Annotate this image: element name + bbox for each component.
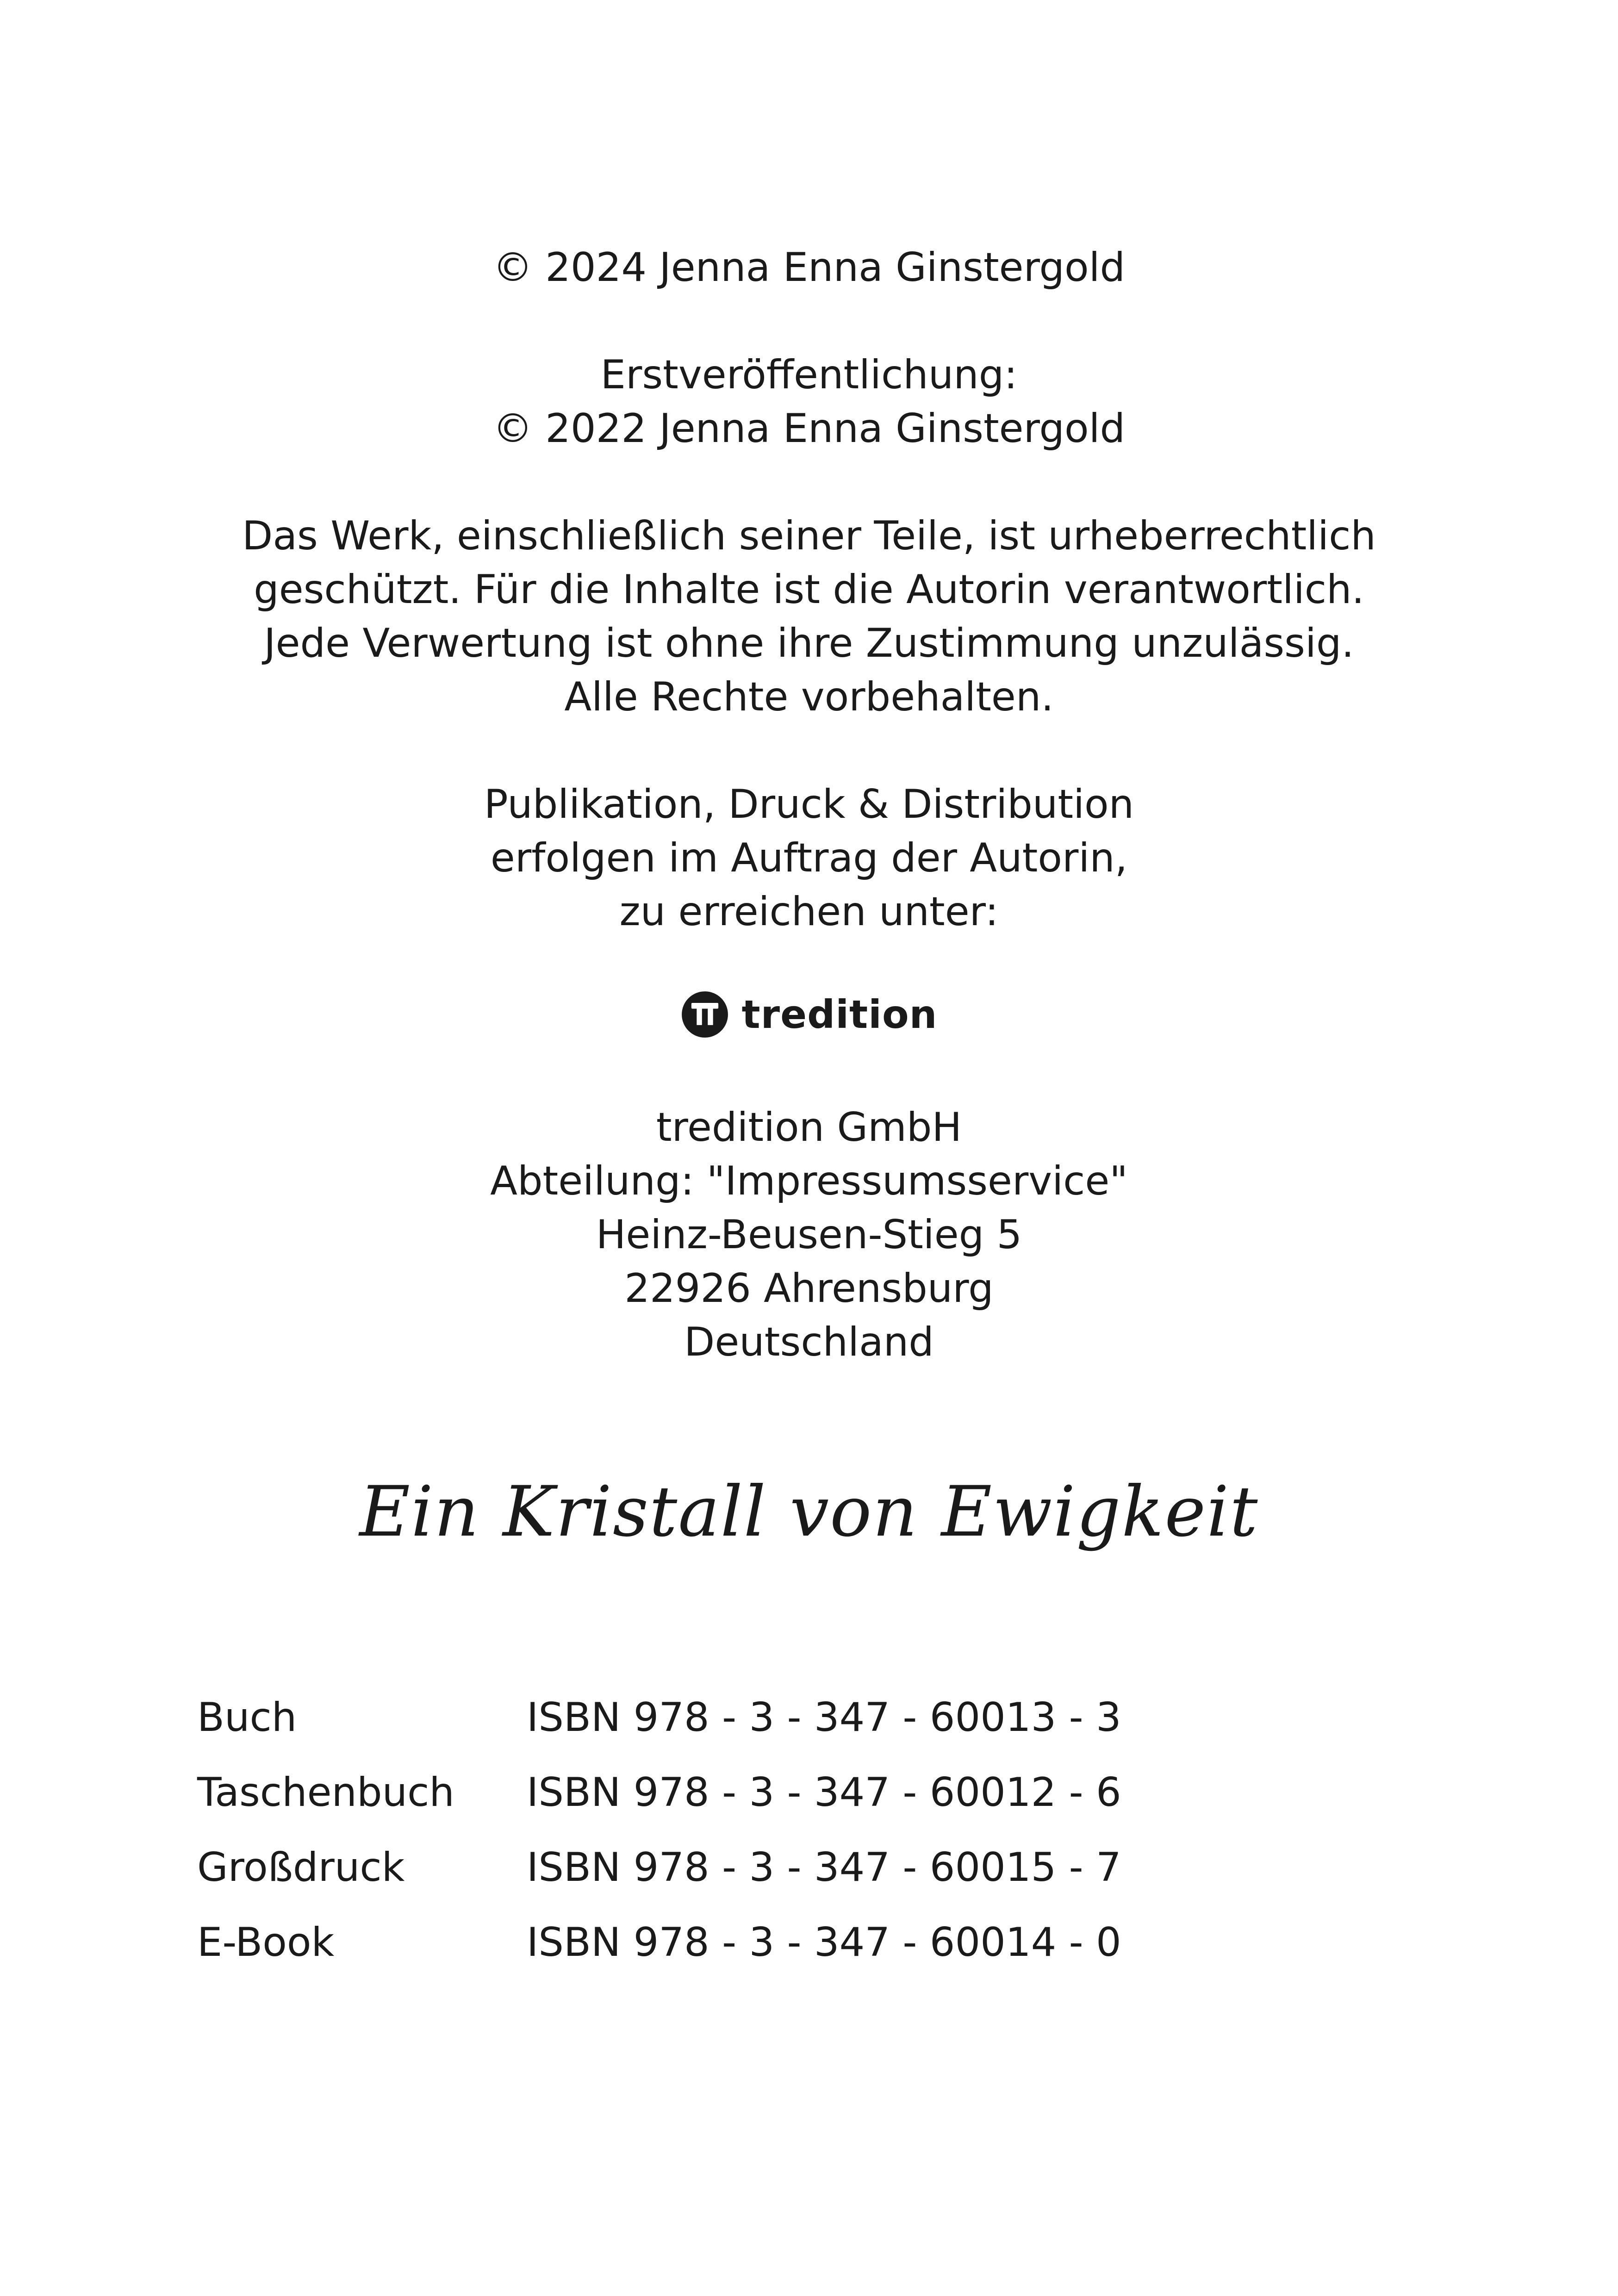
isbn-format: Taschenbuch: [197, 1769, 454, 1816]
isbn-row: [197, 1680, 1121, 1755]
tredition-wordmark: tredition: [741, 992, 938, 1037]
address-street: Heinz-Beusen-Stieg 5: [596, 1212, 1022, 1258]
isbn-row: [197, 1830, 1121, 1905]
address-department: Abteilung: "Impressumsservice": [490, 1158, 1128, 1204]
isbn-number: ISBN 978 - 3 - 347 - 60015 - 7: [527, 1844, 1121, 1891]
address-company: tredition GmbH: [656, 1104, 962, 1151]
distribution-note: [0, 778, 1618, 939]
book-title: Ein Kristall von Ewigkeit: [359, 1472, 1259, 1552]
first-publication-copyright: © 2022 Jenna Enna Ginstergold: [492, 405, 1126, 452]
first-publication-label: Erstveröffentlichung:: [600, 352, 1018, 398]
distribution-note-line: zu erreichen unter:: [619, 889, 999, 935]
isbn-number: ISBN 978 - 3 - 347 - 60013 - 3: [527, 1694, 1121, 1741]
isbn-number: ISBN 978 - 3 - 347 - 60014 - 0: [527, 1919, 1121, 1966]
isbn-row: [197, 1755, 1121, 1830]
publisher-address: [0, 1101, 1618, 1369]
rights-notice-line: Jede Verwertung ist ohne ihre Zustimmung unzulässig.: [264, 620, 1354, 666]
rights-notice-line: Das Werk, einschließlich seiner Teile, ist urheberrechtlich: [242, 513, 1376, 559]
distribution-note-line: Publikation, Druck & Distribution: [484, 781, 1134, 828]
rights-notice-line: Alle Rechte vorbehalten.: [564, 674, 1054, 720]
first-publication: [0, 348, 1618, 455]
copyright-current: [0, 241, 1618, 294]
isbn-format: Buch: [197, 1694, 297, 1741]
distribution-note-line: erfolgen im Auftrag der Autorin,: [490, 835, 1128, 881]
tredition-logo-icon: [681, 990, 729, 1039]
isbn-format: E-Book: [197, 1919, 335, 1966]
rights-notice: [0, 509, 1618, 724]
address-country: Deutschland: [684, 1319, 934, 1365]
isbn-row: [197, 1905, 1121, 1980]
isbn-number: ISBN 978 - 3 - 347 - 60012 - 6: [527, 1769, 1121, 1816]
publisher-logo: [0, 990, 1618, 1039]
isbn-format: Großdruck: [197, 1844, 405, 1891]
rights-notice-line: geschützt. Für die Inhalte ist die Autorin verantwortlich.: [254, 566, 1364, 613]
isbn-table: [197, 1680, 1121, 1980]
copyright-current-line: © 2024 Jenna Enna Ginstergold: [492, 244, 1126, 291]
address-city: 22926 Ahrensburg: [624, 1265, 994, 1312]
